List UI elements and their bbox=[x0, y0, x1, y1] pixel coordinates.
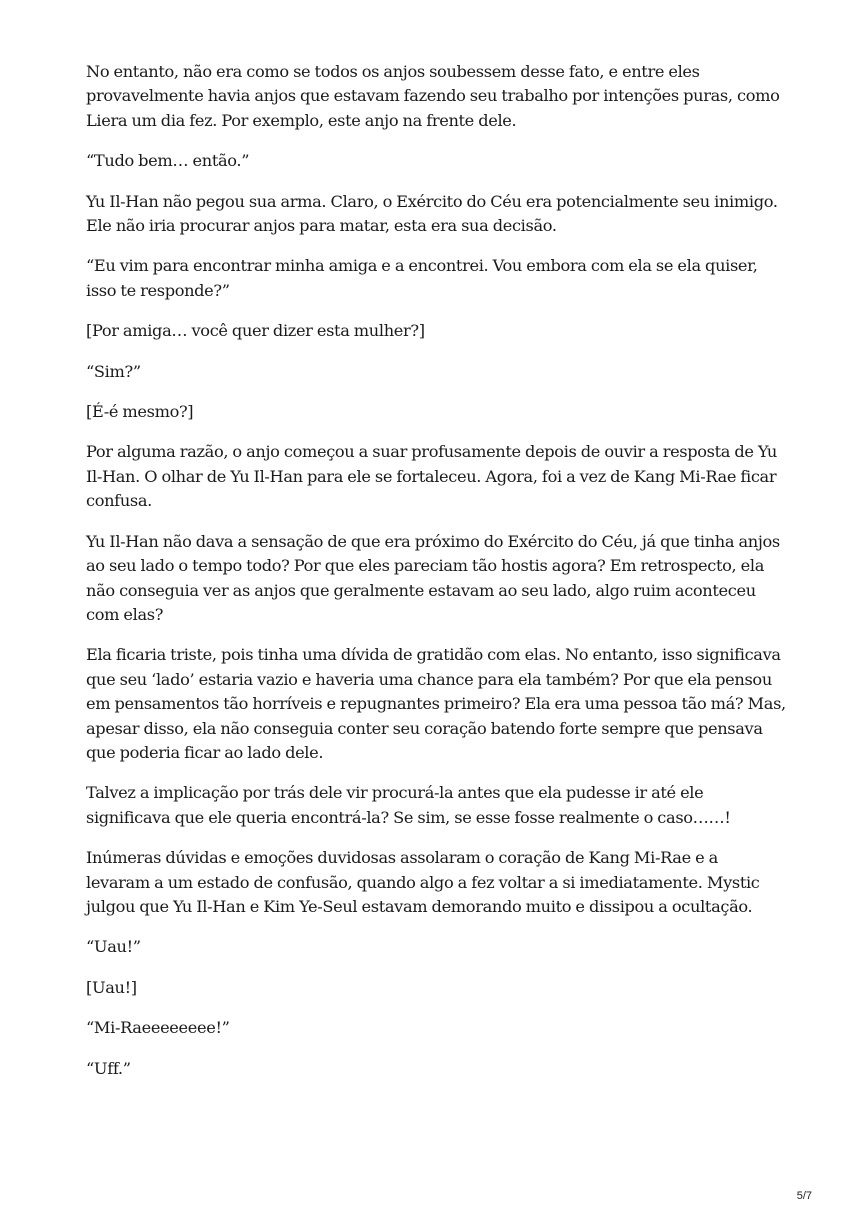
paragraph: “Tudo bem… então.” bbox=[86, 151, 250, 171]
paragraph: [Uau!] bbox=[86, 977, 137, 997]
paragraph: “Sim?” bbox=[86, 361, 141, 381]
paragraph: “Mi-Raeeeeeeee!” bbox=[86, 1018, 230, 1038]
paragraph: “Uff.” bbox=[86, 1058, 131, 1078]
paragraph: Yu Il-Han não pegou sua arma. Claro, o Exército do Céu era potencialmente seu inimigo. Ele não iria procurar anjos para matar, esta era sua decisão. bbox=[86, 191, 778, 236]
paragraph: [É-é mesmo?] bbox=[86, 402, 194, 422]
paragraph: “Uau!” bbox=[86, 937, 141, 957]
paragraph: Talvez a implicação por trás dele vir procurá-la antes que ela pudesse ir até ele significava que ele queria encontrá-la? Se sim, se esse fosse realmente o caso……! bbox=[86, 783, 731, 827]
paragraph: Por alguma razão, o anjo começou a suar profusamente depois de ouvir a resposta de Yu Il-Han. O olhar de Yu Il-Han para ele se fortaleceu. Agora, foi a vez de Kang Mi-Rae ficar confusa. bbox=[86, 442, 777, 511]
paragraph: Yu Il-Han não dava a sensação de que era próximo do Exército do Céu, já que tinha anjos ao seu lado o tempo todo? Por que eles pareciam tão hostis agora? Em retrospecto, ela não conseguia ver as anjos que geralmente estavam ao seu lado, algo ruim aconteceu com elas? bbox=[86, 531, 780, 624]
paragraph: “Eu vim para encontrar minha amiga e a encontrei. Vou embora com ela se ela quiser, isso te responde?” bbox=[86, 256, 758, 300]
page-number: 5/7 bbox=[796, 1190, 812, 1202]
paragraph: Inúmeras dúvidas e emoções duvidosas assolaram o coração de Kang Mi-Rae e a levaram a um estado de confusão, quando algo a fez voltar a si imediatamente. Mystic julgou que Yu Il-Han e Kim Ye-Seul estavam demorando muito e dissipou a ocultação. bbox=[86, 848, 760, 916]
paragraph: No entanto, não era como se todos os anjos soubessem desse fato, e entre eles provavelmente havia anjos que estavam fazendo seu trabalho por intenções puras, como Liera um dia fez. Por exemplo, este anjo na frente dele. bbox=[86, 62, 780, 130]
paragraph: Ela ficaria triste, pois tinha uma dívida de gratidão com elas. No entanto, isso significava que seu ‘lado’ estaria vazio e haveria uma chance para ela também? Por que ela pensou em pensamentos tão horríveis e repugnantes primeiro? Ela era uma pessoa tão má? Mas, apesar disso, ela não conseguia conter seu coração batendo forte sempre que pensava que poderia ficar ao lado dele. bbox=[86, 645, 786, 762]
paragraph: [Por amiga… você quer dizer esta mulher?] bbox=[86, 321, 425, 341]
document-page bbox=[86, 60, 786, 1097]
